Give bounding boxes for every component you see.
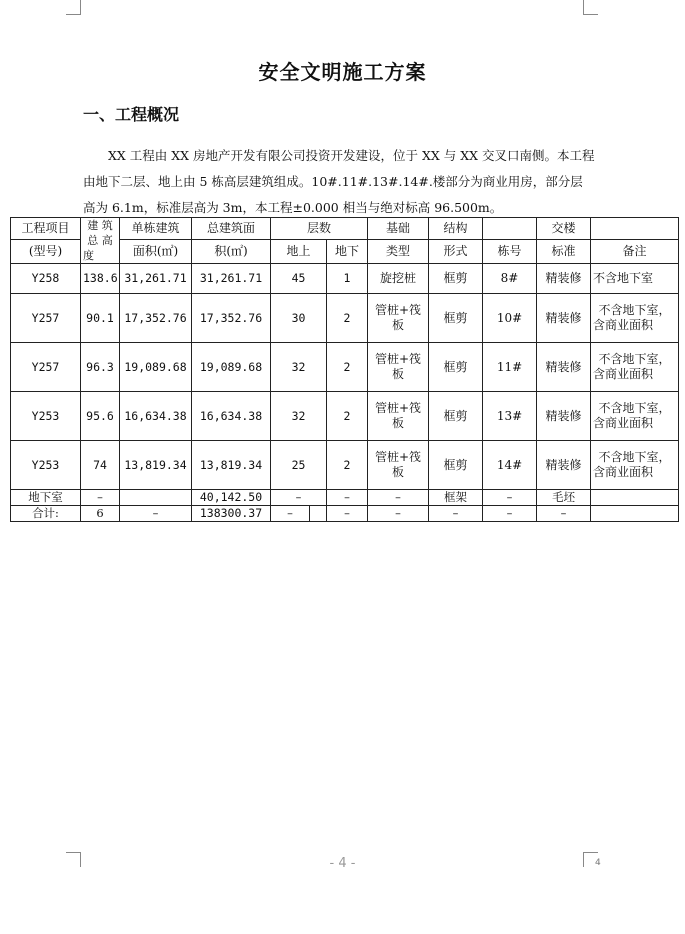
cell-note: 不含地下室，含商业面积	[591, 441, 679, 490]
cell-floors-below: 2	[327, 441, 368, 490]
cell-note: 不含地下室	[591, 264, 679, 294]
header-item-model: (型号)	[11, 239, 81, 263]
cell-building: 13#	[483, 392, 537, 441]
cell-floors-below: 2	[327, 392, 368, 441]
cell-note: 不含地下室，含商业面积	[591, 392, 679, 441]
header-height-line2: 总 高	[87, 234, 113, 247]
cell-height: 90.1	[81, 294, 120, 343]
header-total-area: 总建筑面	[192, 218, 271, 240]
cell-total-area: 17,352.76	[192, 294, 271, 343]
table-header-row-1	[11, 218, 679, 240]
cell-delivery: 精装修	[537, 441, 591, 490]
cell-floors-above: 32	[271, 343, 327, 392]
cell-single-area: 19,089.68	[120, 343, 192, 392]
cell-basement-foundation: –	[368, 490, 429, 506]
cell-basement-label: 地下室	[11, 490, 81, 506]
cell-total-area: 31,261.71	[192, 264, 271, 294]
cell-total-single-area: –	[120, 506, 192, 522]
cell-height: 138.6	[81, 264, 120, 294]
table-row	[11, 264, 679, 294]
header-height	[81, 218, 120, 264]
header-building-blank	[483, 218, 537, 240]
cell-basement-delivery: 毛坯	[537, 490, 591, 506]
header-floors: 层数	[271, 218, 368, 240]
cell-height: 95.6	[81, 392, 120, 441]
cell-structure: 框剪	[429, 441, 483, 490]
header-item: 工程项目	[11, 218, 81, 240]
cell-model: Y257	[11, 294, 81, 343]
cell-basement-height: –	[81, 490, 120, 506]
cell-model: Y257	[11, 343, 81, 392]
cell-total-structure: –	[429, 506, 483, 522]
header-single-area: 单栋建筑	[120, 218, 192, 240]
cell-floors-above: 25	[271, 441, 327, 490]
project-overview-table	[10, 217, 679, 522]
table-row	[11, 294, 679, 343]
cell-building: 11#	[483, 343, 537, 392]
cell-total-above-extra	[310, 506, 327, 522]
cell-foundation: 管桩+筏板	[368, 441, 429, 490]
header-floors-above: 地上	[271, 239, 327, 263]
header-foundation-type: 类型	[368, 239, 429, 263]
cell-basement-structure: 框架	[429, 490, 483, 506]
header-delivery: 交楼	[537, 218, 591, 240]
cell-building: 14#	[483, 441, 537, 490]
header-note: 备注	[591, 239, 679, 263]
table-row	[11, 392, 679, 441]
cell-floors-below: 1	[327, 264, 368, 294]
overview-text: XX 工程由 XX 房地产开发有限公司投资开发建设，位于 XX 与 XX 交叉口南侧。本工程由地下二层、地上由 5 栋高层建筑组成。10#.11#.13#.14#.楼部分为商业用房，部分层高为 6.1m，标准层高为 3m，本工程±0.000 相当与绝对标高 96.500m。	[83, 148, 595, 215]
cell-single-area: 17,352.76	[120, 294, 192, 343]
table-row	[11, 441, 679, 490]
crop-mark-top-left	[66, 0, 81, 15]
cell-height: 74	[81, 441, 120, 490]
cell-total-area: 19,089.68	[192, 343, 271, 392]
page-corner-number: 4	[595, 858, 601, 868]
cell-total-total-area: 138300.37	[192, 506, 271, 522]
cell-floors-above: 45	[271, 264, 327, 294]
header-note-blank	[591, 218, 679, 240]
cell-model: Y258	[11, 264, 81, 294]
cell-total-label: 合计:	[11, 506, 81, 522]
cell-foundation: 管桩+筏板	[368, 392, 429, 441]
header-total-area-unit: 积(㎡)	[192, 239, 271, 263]
cell-structure: 框剪	[429, 264, 483, 294]
cell-single-area: 16,634.38	[120, 392, 192, 441]
cell-total-height: 6	[81, 506, 120, 522]
cell-floors-below: 2	[327, 294, 368, 343]
header-building-no: 栋号	[483, 239, 537, 263]
basement-row	[11, 490, 679, 506]
cell-total-area: 13,819.34	[192, 441, 271, 490]
cell-building: 10#	[483, 294, 537, 343]
cell-note: 不含地下室，含商业面积	[591, 294, 679, 343]
document-title: 安全文明施工方案	[258, 60, 427, 84]
cell-single-area: 13,819.34	[120, 441, 192, 490]
header-single-area-unit: 面积(㎡)	[120, 239, 192, 263]
header-foundation: 基础	[368, 218, 429, 240]
cell-total-area: 16,634.38	[192, 392, 271, 441]
cell-note: 不含地下室，含商业面积	[591, 343, 679, 392]
cell-single-area: 31,261.71	[120, 264, 192, 294]
cell-basement-below: –	[327, 490, 368, 506]
cell-basement-single-area	[120, 490, 192, 506]
section-heading: 一、工程概况	[83, 105, 180, 124]
cell-total-building: –	[483, 506, 537, 522]
cell-structure: 框剪	[429, 294, 483, 343]
table-row	[11, 343, 679, 392]
cell-basement-building: –	[483, 490, 537, 506]
total-row	[11, 506, 679, 522]
cell-floors-below: 2	[327, 343, 368, 392]
overview-paragraph	[83, 143, 595, 221]
cell-floors-above: 30	[271, 294, 327, 343]
header-structure: 结构	[429, 218, 483, 240]
cell-floors-above: 32	[271, 392, 327, 441]
cell-total-note	[591, 506, 679, 522]
header-delivery-standard: 标准	[537, 239, 591, 263]
cell-total-above: –	[271, 506, 310, 522]
cell-height: 96.3	[81, 343, 120, 392]
header-height-line3: 度	[83, 249, 94, 262]
header-structure-form: 形式	[429, 239, 483, 263]
cell-total-below: –	[327, 506, 368, 522]
cell-total-delivery: –	[537, 506, 591, 522]
cell-foundation: 管桩+筏板	[368, 294, 429, 343]
cell-basement-total-area: 40,142.50	[192, 490, 271, 506]
cell-delivery: 精装修	[537, 294, 591, 343]
page-number: - 4 -	[329, 856, 356, 871]
cell-foundation: 旋挖桩	[368, 264, 429, 294]
cell-basement-above: –	[271, 490, 327, 506]
cell-delivery: 精装修	[537, 392, 591, 441]
cell-structure: 框剪	[429, 392, 483, 441]
crop-mark-top-right	[583, 0, 598, 15]
cell-delivery: 精装修	[537, 343, 591, 392]
cell-model: Y253	[11, 441, 81, 490]
cell-building: 8#	[483, 264, 537, 294]
header-floors-below: 地下	[327, 239, 368, 263]
cell-foundation: 管桩+筏板	[368, 343, 429, 392]
header-height-line1: 建 筑	[87, 219, 113, 232]
cell-basement-note	[591, 490, 679, 506]
cell-model: Y253	[11, 392, 81, 441]
cell-structure: 框剪	[429, 343, 483, 392]
cell-delivery: 精装修	[537, 264, 591, 294]
cell-total-foundation: –	[368, 506, 429, 522]
